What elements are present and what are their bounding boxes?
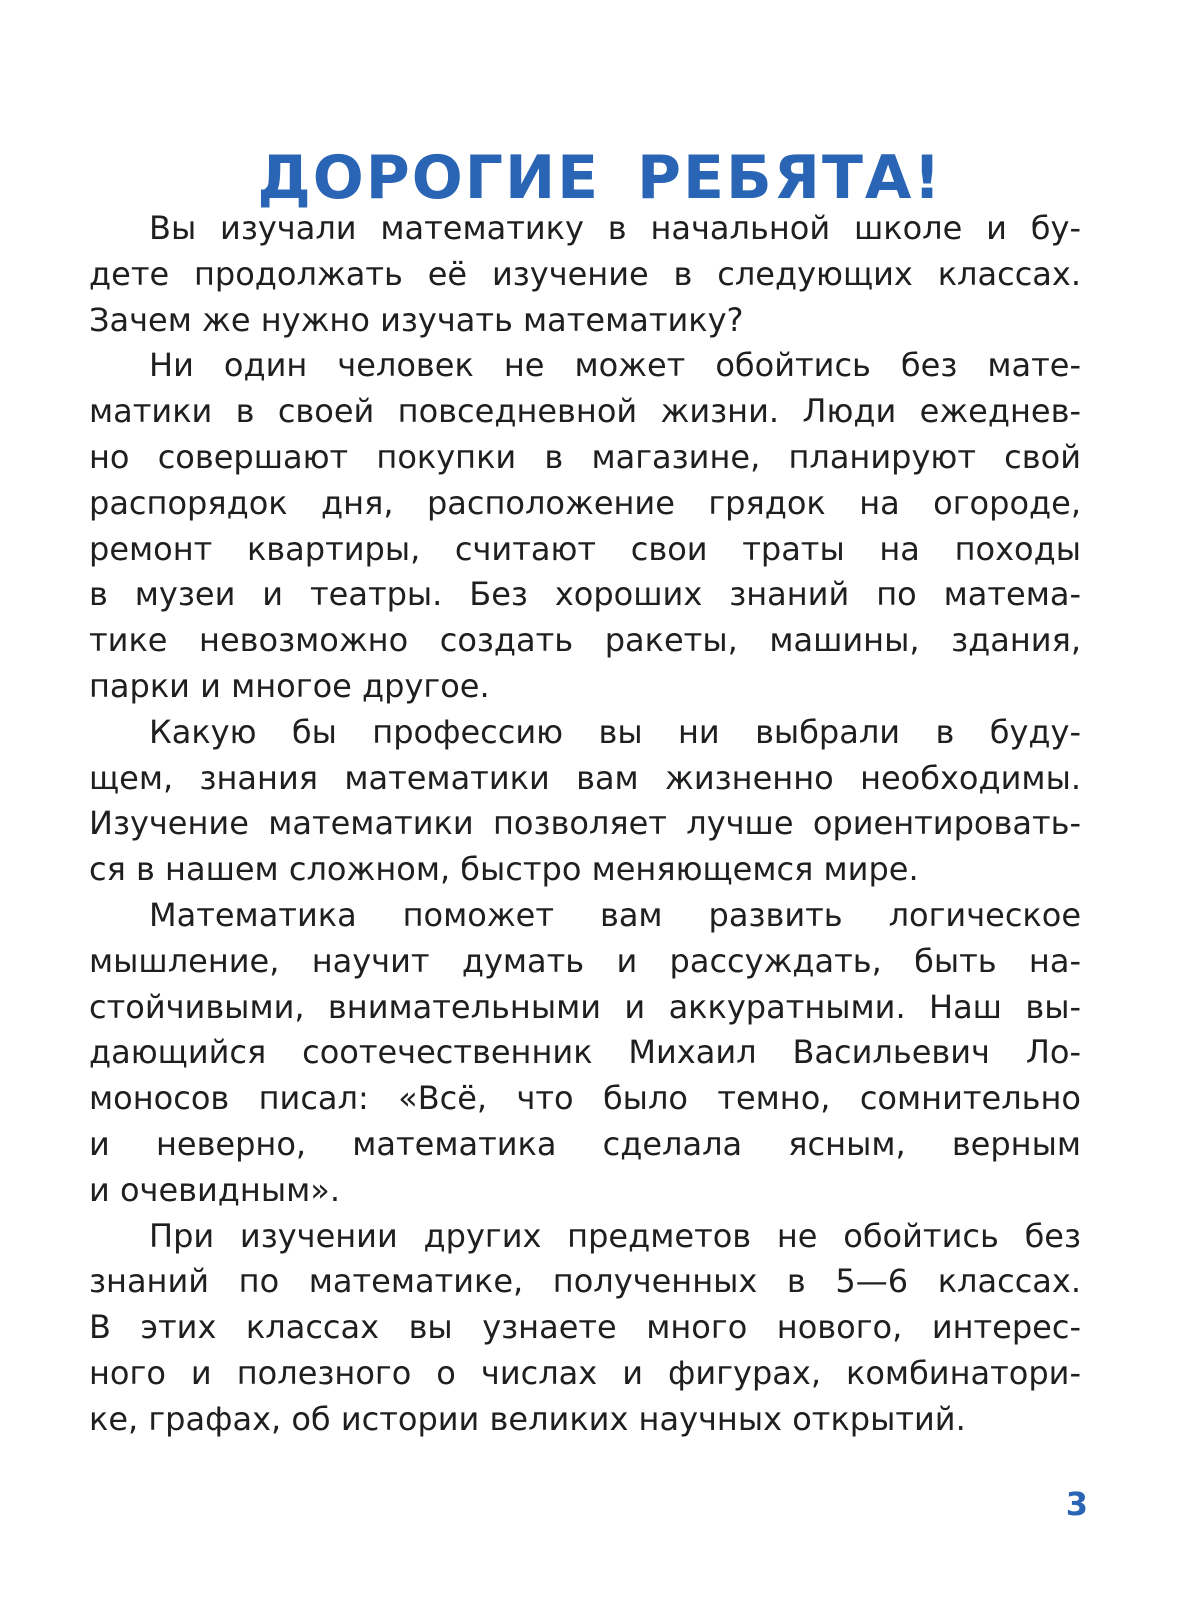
text-line: и неверно, математика сделала ясным, верным (89, 1124, 1081, 1163)
paragraph-2 (89, 343, 1081, 709)
text-line: Ни один человек не может обойтись без мате- (149, 346, 1081, 385)
text-line: парки и многое другое. (89, 666, 490, 705)
paragraph-1 (89, 206, 1081, 343)
text-line: Математика поможет вам развить логическое (149, 895, 1081, 934)
text-line: дающийся соотечественник Михаил Васильевич Ло- (89, 1033, 1081, 1072)
text-line: распорядок дня, расположение грядок на огороде, (89, 483, 1081, 522)
text-line: матики в своей повседневной жизни. Люди ежеднев- (89, 392, 1081, 431)
page-number: 3 (1065, 1485, 1088, 1523)
text-line: щем, знания математики вам жизненно необходимы. (89, 758, 1081, 797)
text-line: Изучение математики позволяет лучше ориентировать- (89, 804, 1081, 843)
text-line: Вы изучали математику в начальной школе и бу- (149, 209, 1081, 247)
text-line: мышление, научит думать и рассуждать, быть на- (89, 941, 1081, 980)
body-text (89, 206, 1081, 1443)
text-line: но совершают покупки в магазине, планируют свой (89, 437, 1081, 476)
paragraph-5 (89, 1214, 1081, 1443)
text-line: стойчивыми, внимательными и аккуратными. Наш вы- (89, 987, 1081, 1026)
text-line: в музеи и театры. Без хороших знаний по матема- (89, 575, 1081, 614)
text-line: При изучении других предметов не обойтись без (149, 1216, 1081, 1255)
text-line: В этих классах вы узнаете много нового, интерес- (89, 1308, 1081, 1347)
text-line: ке, графах, об истории великих научных открытий. (89, 1399, 966, 1438)
paragraph-4 (89, 893, 1081, 1214)
text-line: Зачем же нужно изучать математику? (89, 300, 744, 339)
text-line: знаний по математике, полученных в 5—6 классах. (89, 1262, 1081, 1301)
text-line: и очевидным». (89, 1170, 340, 1209)
text-line: дете продолжать её изучение в следующих классах. (89, 254, 1081, 293)
text-line: ся в нашем сложном, быстро меняющемся мире. (89, 850, 919, 889)
text-line: тике невозможно создать ракеты, машины, здания, (89, 621, 1081, 660)
text-line: Какую бы профессию вы ни выбрали в буду- (149, 712, 1081, 751)
text-line: моносов писал: «Всё, что было темно, сомнительно (89, 1079, 1081, 1118)
text-line: ного и полезного о числах и фигурах, комбинатори- (89, 1353, 1081, 1392)
text-line: ремонт квартиры, считают свои траты на походы (89, 529, 1081, 568)
paragraph-3 (89, 710, 1081, 893)
page-title: ДОРОГИЕ РЕБЯТА! (257, 143, 943, 214)
